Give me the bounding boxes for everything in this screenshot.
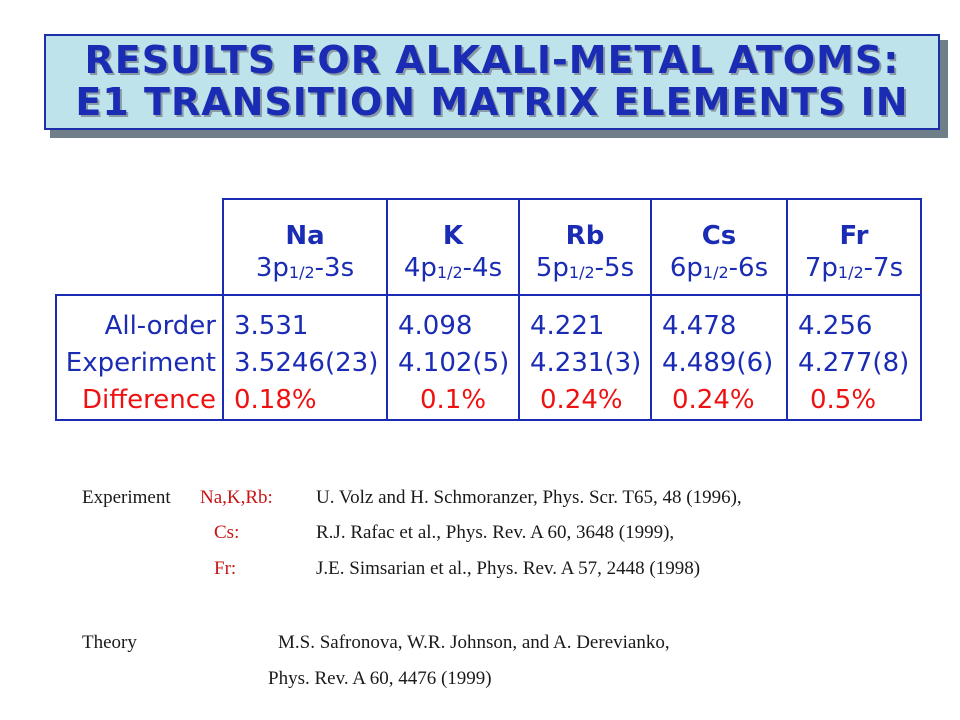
experiment-value: 4.277(8) <box>798 348 910 378</box>
experiment-value: 3.5246(23) <box>234 348 379 378</box>
difference-value: 0.24% <box>540 385 623 415</box>
theory-reference-line2: Phys. Rev. A 60, 4476 (1999) <box>268 668 492 689</box>
nakrb-label: Na,K,Rb: <box>200 487 273 508</box>
row-label-difference: Difference <box>81 385 216 415</box>
transition-label: $7p_{1/2}-7s$ <box>804 253 904 283</box>
experiment-label: Experiment <box>82 487 171 508</box>
header-na <box>223 199 387 295</box>
element-label: Rb <box>565 221 605 251</box>
theory-reference-line1: M.S. Safronova, W.R. Johnson, and A. Derevianko, <box>278 632 670 653</box>
values-rb <box>519 295 651 420</box>
element-label: Fr <box>839 221 869 251</box>
cs-label: Cs: <box>214 522 240 543</box>
all-order-value: 4.098 <box>398 311 473 341</box>
experiment-value: 4.102(5) <box>398 348 510 378</box>
all-order-value: 4.478 <box>662 311 737 341</box>
results-table <box>55 198 922 421</box>
transition-label: $6p_{1/2}-6s$ <box>669 253 769 283</box>
title-line-2: E1 TRANSITION MATRIX ELEMENTS IN <box>75 80 909 124</box>
header-fr <box>787 199 921 295</box>
header-row <box>56 199 921 295</box>
header-rb <box>519 199 651 295</box>
row-label-all-order: All-order <box>104 311 216 341</box>
row-label-experiment: Experiment <box>65 348 216 378</box>
difference-value: 0.24% <box>672 385 755 415</box>
theory-label: Theory <box>82 632 137 653</box>
element-label: K <box>442 221 464 251</box>
data-row <box>56 295 921 420</box>
values-na <box>223 295 387 420</box>
all-order-value: 4.221 <box>530 311 605 341</box>
header-cs <box>651 199 787 295</box>
all-order-value: 4.256 <box>798 311 873 341</box>
row-labels-cell <box>56 295 223 420</box>
values-fr <box>787 295 921 420</box>
corner-cell <box>56 199 223 295</box>
element-label: Na <box>285 221 325 251</box>
experiment-value: 4.489(6) <box>662 348 774 378</box>
transition-label: $4p_{1/2}-4s$ <box>403 253 503 283</box>
slide-title <box>44 34 940 130</box>
cs-reference: R.J. Rafac et al., Phys. Rev. A 60, 3648 (1999), <box>316 522 675 543</box>
title-line-1: RESULTS FOR ALKALI-METAL ATOMS: <box>84 38 900 82</box>
nakrb-reference: U. Volz and H. Schmoranzer, Phys. Scr. T65, 48 (1996), <box>316 487 742 508</box>
header-k <box>387 199 519 295</box>
values-cs <box>651 295 787 420</box>
element-label: Cs <box>701 221 737 251</box>
difference-value: 0.5% <box>810 385 877 415</box>
transition-label: $3p_{1/2}-3s$ <box>255 253 355 283</box>
fr-reference: J.E. Simsarian et al., Phys. Rev. A 57, 2448 (1998) <box>316 558 701 579</box>
experiment-value: 4.231(3) <box>530 348 642 378</box>
difference-value: 0.1% <box>420 385 487 415</box>
transition-label: $5p_{1/2}-5s$ <box>535 253 635 283</box>
all-order-value: 3.531 <box>234 311 309 341</box>
difference-value: 0.18% <box>234 385 317 415</box>
values-k <box>387 295 519 420</box>
fr-label: Fr: <box>214 558 237 579</box>
